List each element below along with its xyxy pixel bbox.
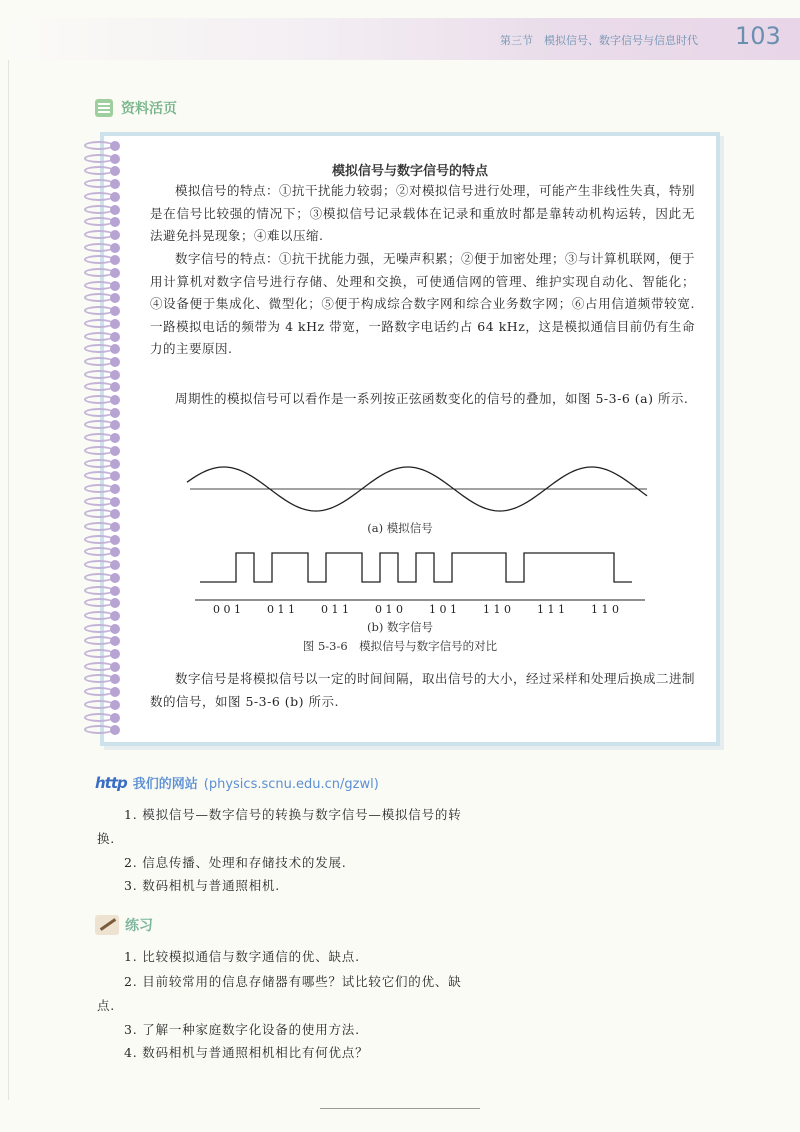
spiral-ring [82, 254, 126, 265]
bit-labels [213, 603, 619, 615]
website-heading [95, 773, 379, 792]
bit-group-label: 0 0 1 [213, 603, 241, 615]
exercise-heading [95, 915, 153, 935]
bit-group-label: 1 1 0 [591, 603, 619, 615]
bit-group-label: 0 1 0 [375, 603, 403, 615]
exercise-item-2-cont: 点. [97, 998, 116, 1013]
spiral-ring [82, 496, 126, 507]
spiral-ring [82, 712, 126, 723]
bit-group-label: 1 1 0 [483, 603, 511, 615]
digital-features-paragraph: 数字信号的特点：①抗干扰能力强，无噪声积累；②便于加密处理；③与计算机联网，便于用计算机对数字信号进行存储、处理和交换，可使通信网的管理、维护实现自动化、智能化；④设备便于集成化、微型化；⑤便于构成综合数字网和综合业务数字网；⑥占用信道频带较宽. 一路模拟电话的频带为 4 kHz 带宽，一路数字电话约占 64 kHz，这是模拟通信目前仍有生命力的主要原因. [150, 251, 696, 356]
figure-caption: 图 5-3-6 模拟信号与数字信号的对比 [302, 639, 498, 653]
website-label: 我们的网站 [132, 777, 198, 792]
notebook-icon [95, 99, 113, 117]
spiral-ring [82, 508, 126, 519]
spiral-ring [82, 229, 126, 240]
spiral-ring [82, 546, 126, 557]
http-logo-icon: http [95, 774, 127, 792]
closing-paragraph: 数字信号是将模拟信号以一定的时间间隔，取出信号的大小，经过采样和处理后换成二进制数的信号，如图 5-3-6 (b) 所示. [150, 671, 696, 709]
pencil-icon [95, 915, 119, 935]
exercise-item-2: 2. 目前较常用的信息存储器有哪些？试比较它们的优、缺 [124, 974, 462, 989]
analog-features-paragraph: 模拟信号的特点：①抗干扰能力较弱；②对模拟信号进行处理，可能产生非线性失真，特别是在信号比较强的情况下；③模拟信号记录载体在记录和重放时都是靠转动机构运转，因此无法避免抖晃现象；④难以压缩. [150, 183, 696, 243]
bit-group-label: 0 1 1 [267, 603, 295, 615]
figure-caption-a: (a) 模拟信号 [367, 521, 433, 535]
spiral-ring [82, 724, 126, 735]
spiral-ring [82, 280, 126, 291]
spiral-ring [82, 585, 126, 596]
spiral-ring [82, 356, 126, 367]
spiral-ring [82, 470, 126, 481]
website-item-2: 2. 信息传播、处理和存储技术的发展. [124, 855, 347, 870]
exercise-label: 练习 [125, 918, 153, 934]
spiral-ring [82, 699, 126, 710]
digital-signal-figure [195, 545, 650, 615]
spiral-ring [82, 140, 126, 151]
figure-caption-b: (b) 数字信号 [367, 620, 433, 634]
spiral-ring [82, 204, 126, 215]
spiral-ring [82, 305, 126, 316]
spiral-ring [82, 673, 126, 684]
page-margin-line [8, 40, 9, 1100]
material-section-label [95, 98, 177, 118]
spiral-ring [82, 343, 126, 354]
spiral-ring [82, 419, 126, 430]
material-label-text: 资料活页 [121, 101, 177, 117]
bottom-rule [320, 1108, 480, 1109]
exercise-item-1: 1. 比较模拟通信与数字通信的优、缺点. [124, 949, 360, 964]
spiral-ring [82, 559, 126, 570]
bit-group-label: 1 0 1 [429, 603, 457, 615]
periodic-signal-paragraph: 周期性的模拟信号可以看作是一系列按正弦函数变化的信号的叠加，如图 5-3-6 (a) 所示. [175, 391, 689, 406]
website-url[interactable]: (physics.scnu.edu.cn/gzwl) [203, 777, 379, 792]
spiral-ring [82, 242, 126, 253]
bit-group-label: 0 1 1 [321, 603, 349, 615]
website-item-1-cont: 换. [97, 831, 116, 846]
analog-signal-figure [185, 455, 655, 525]
spiral-ring [82, 292, 126, 303]
exercise-item-3: 3. 了解一种家庭数字化设备的使用方法. [124, 1022, 360, 1037]
material-title: 模拟信号与数字信号的特点 [331, 164, 488, 179]
spiral-ring [82, 178, 126, 189]
exercise-item-4: 4. 数码相机与普通照相机相比有何优点？ [124, 1045, 369, 1060]
spiral-ring [82, 318, 126, 329]
spiral-ring [82, 369, 126, 380]
bit-group-label: 1 1 1 [537, 603, 565, 615]
running-header: 第三节 模拟信号、数字信号与信息时代 [500, 34, 698, 47]
spiral-ring [82, 432, 126, 443]
spiral-ring [82, 381, 126, 392]
spiral-ring [82, 216, 126, 227]
spiral-ring [82, 686, 126, 697]
spiral-ring [82, 407, 126, 418]
spiral-ring [82, 572, 126, 583]
spiral-ring [82, 394, 126, 405]
spiral-ring [82, 458, 126, 469]
spiral-ring [82, 267, 126, 278]
square-wave [200, 553, 632, 582]
website-item-1: 1. 模拟信号—数字信号的转换与数字信号—模拟信号的转 [124, 807, 462, 822]
spiral-ring [82, 483, 126, 494]
spiral-ring [82, 331, 126, 342]
page-number: 103 [735, 22, 781, 50]
spiral-ring [82, 661, 126, 672]
website-item-3: 3. 数码相机与普通照相机. [124, 878, 281, 893]
spiral-ring [82, 597, 126, 608]
spiral-ring [82, 445, 126, 456]
spiral-ring [82, 191, 126, 202]
